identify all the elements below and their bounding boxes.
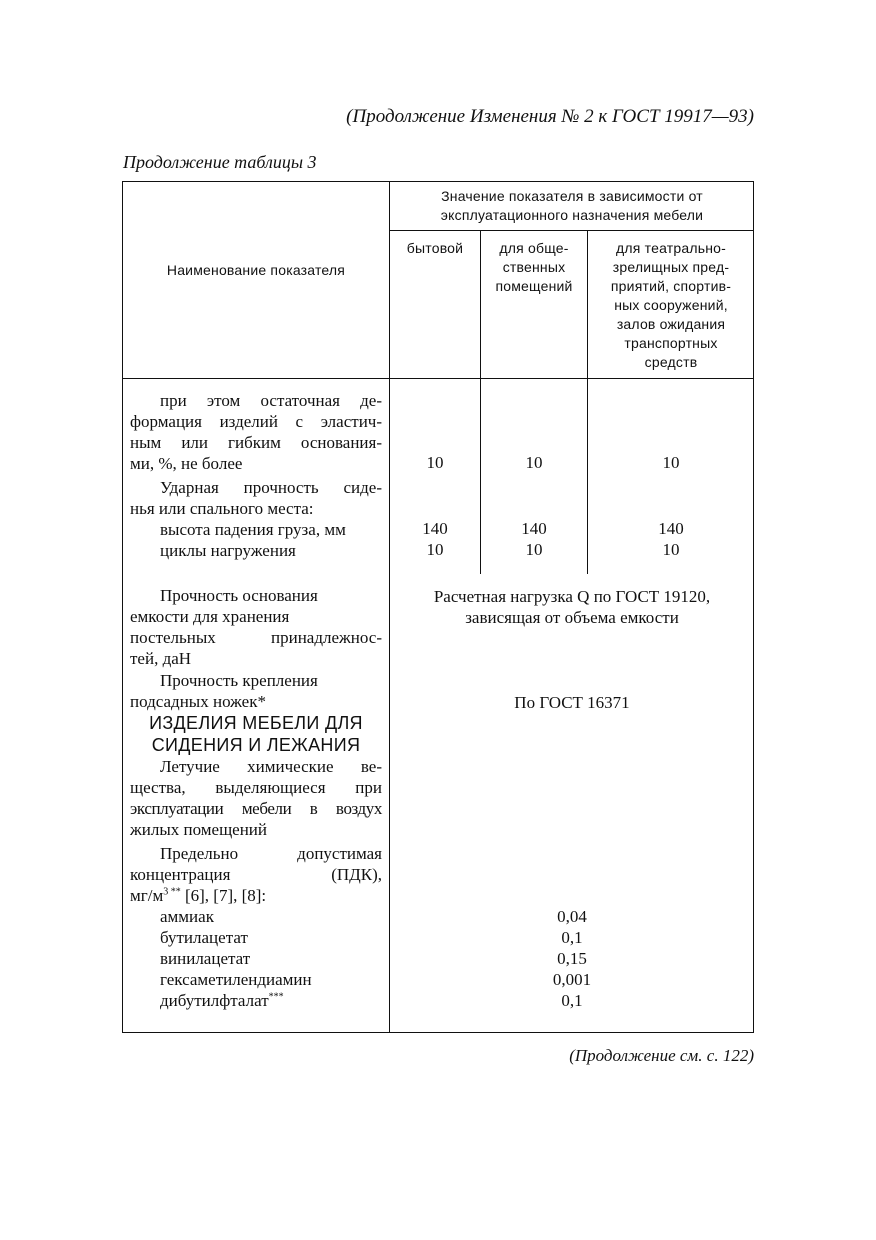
value-cell: 10: [426, 453, 444, 472]
text-line: ным или гибким основания-: [130, 433, 382, 452]
header-line: транспортных: [624, 335, 718, 351]
header-line: приятий, спортив-: [610, 278, 732, 294]
section-heading: [126, 712, 386, 756]
text-line: [130, 885, 382, 906]
value-cell: 10: [525, 540, 543, 559]
text-line: нья или спального места:: [130, 499, 314, 518]
row-label: циклы нагружения: [160, 541, 296, 560]
text-line: эксплуатации мебели в воздух: [130, 799, 382, 818]
column-divider-1: [480, 230, 481, 574]
substance-label: аммиак: [160, 907, 214, 926]
text-line: постельных принадлежнос-: [130, 628, 382, 647]
text-line: подсадных ножек*: [130, 692, 266, 711]
text-line: Прочность крепления: [160, 671, 318, 690]
row-drop-height: [160, 519, 382, 540]
value-cell: 140: [521, 519, 547, 538]
column-divider-2: [587, 230, 588, 574]
header-group-rule: [389, 230, 754, 231]
header-line: средств: [644, 354, 698, 370]
row-load-cycles: [160, 540, 382, 561]
header-col-theatre: [589, 239, 753, 372]
mpc-value: 0,1: [561, 928, 583, 947]
text-line: щества, выделяющиеся при: [130, 778, 382, 797]
text-line: жилых помещений: [130, 820, 268, 839]
value-cell: 10: [525, 453, 543, 472]
row-storage-base-strength: [130, 585, 382, 669]
header-col-household: бытовой: [406, 240, 464, 256]
units-prefix: мг/м: [130, 886, 164, 905]
text-line: Ударная прочность сиде-: [160, 478, 382, 497]
substance-label: дибутилфталат***: [160, 991, 284, 1010]
section-heading-line: СИДЕНИЯ И ЛЕЖАНИЯ: [151, 735, 361, 755]
row-leg-fastening: [130, 670, 382, 712]
substance-label: гексаметилендиамин: [160, 970, 312, 989]
header-group-line: эксплуатационного назначения мебели: [440, 207, 704, 223]
text-line: при этом остаточная де-: [160, 391, 382, 410]
header-line: ных сооружений,: [614, 297, 728, 313]
header-line: залов ожидания: [616, 316, 726, 332]
text-line: ми, %, не более: [130, 454, 243, 473]
substance-label: винилацетат: [160, 949, 251, 968]
merged-value-storage: [391, 586, 753, 628]
value-line: Расчетная нагрузка Q по ГОСТ 19120,: [433, 587, 711, 606]
units-sup: 3 **: [163, 886, 181, 898]
header-line: ственных: [502, 259, 566, 275]
header-bottom-rule: [122, 378, 754, 379]
mpc-value: 0,001: [552, 970, 592, 989]
header-line: помещений: [495, 278, 573, 294]
header-group: [391, 187, 753, 225]
row-volatile-chemicals: [130, 756, 382, 840]
text-line: Летучие химические ве-: [160, 757, 382, 776]
row-impact-strength: [130, 477, 382, 519]
text-line: формация изделий с эластич-: [130, 412, 382, 431]
header-line: для обще-: [499, 240, 569, 256]
text-line: емкости для хранения: [130, 607, 290, 626]
header-line: зрелищных пред-: [612, 259, 730, 275]
value-cell: 10: [662, 453, 680, 472]
column-divider-main: [389, 181, 390, 1033]
units-refs: [6], [7], [8]:: [184, 886, 267, 905]
text-line: концентрация (ПДК),: [130, 865, 382, 884]
value-cell: 140: [658, 519, 684, 538]
row-residual-deformation: [130, 390, 382, 474]
substance-label: бутилацетат: [160, 928, 248, 947]
header-col-public: [482, 239, 586, 296]
mpc-value: 0,04: [557, 907, 587, 926]
section-heading-line: ИЗДЕЛИЯ МЕБЕЛИ ДЛЯ: [149, 713, 363, 733]
header-line: для театрально-: [616, 240, 726, 256]
page-header: (Продолжение Изменения № 2 к ГОСТ 19917—93): [346, 106, 754, 127]
merged-value-leg-fastening: По ГОСТ 16371: [514, 693, 630, 712]
value-line: зависящая от объема емкости: [465, 608, 679, 627]
table-caption: Продолжение таблицы 3: [123, 152, 317, 172]
substance-list: [160, 906, 382, 1011]
row-label: высота падения груза, мм: [160, 520, 346, 539]
mpc-value: 0,1: [561, 991, 583, 1010]
value-cell: 10: [426, 540, 444, 559]
page-footer: (Продолжение см. с. 122): [569, 1046, 754, 1065]
text-line: тей, даН: [130, 649, 192, 668]
header-group-line: Значение показателя в зависимости от: [441, 188, 703, 204]
text-line: Предельно допустимая: [160, 844, 382, 863]
value-cell: 140: [422, 519, 448, 538]
row-mpc: [130, 843, 382, 906]
text-line: Прочность основания: [160, 586, 318, 605]
value-cell: 10: [662, 540, 680, 559]
header-name-column: Наименование показателя: [166, 262, 346, 278]
footnote-mark: ***: [268, 991, 284, 1003]
substance-values: [391, 906, 753, 1011]
mpc-value: 0,15: [557, 949, 587, 968]
